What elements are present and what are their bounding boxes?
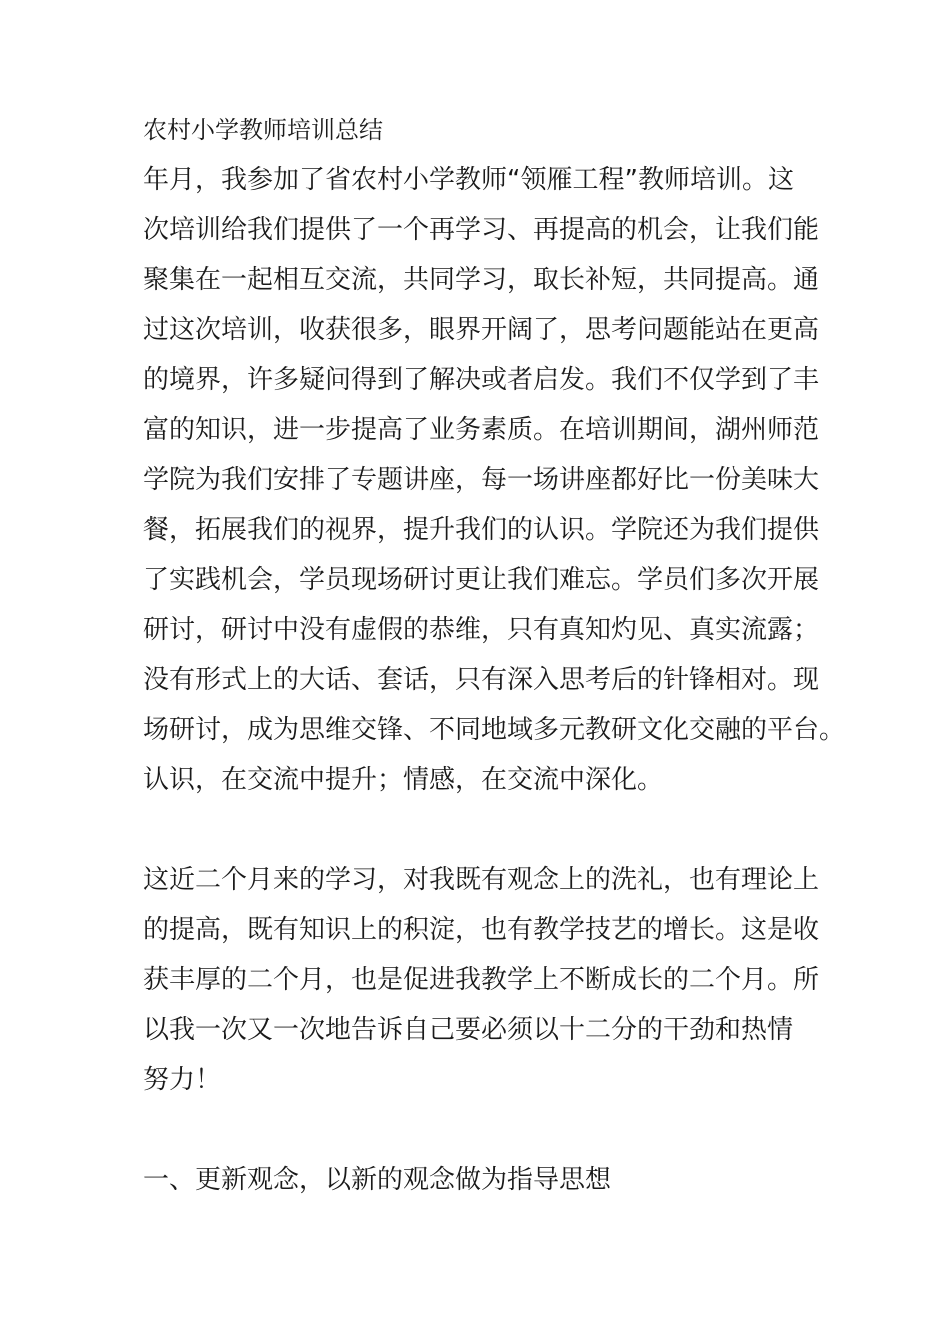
document-body [143,105,846,1205]
text-line: 这近二个月来的学习，对我既有观念上的洗礼，也有理论上 [143,865,820,895]
text-line: 年月，我参加了省农村小学教师“领雁工程”教师培训。这 [143,165,794,195]
paragraph-spacer [143,1105,813,1155]
text-line: 的提高，既有知识上的积淀，也有教学技艺的增长。这是收 [143,915,820,945]
text-line: 没有形式上的大话、套话，只有深入思考后的针锋相对。现 [143,665,820,695]
text-line: 获丰厚的二个月，也是促进我教学上不断成长的二个月。所 [143,965,820,995]
text-line: 努力！ [143,1065,222,1095]
section-heading: 一、更新观念，以新的观念做为指导思想 [143,1165,612,1195]
text-line: 学院为我们安排了专题讲座，每一场讲座都好比一份美味大 [143,465,820,495]
text-line: 聚集在一起相互交流，共同学习，取长补短，共同提高。通 [143,265,820,295]
text-line: 过这次培训，收获很多，眼界开阔了，思考问题能站在更高 [143,315,820,345]
paragraph-spacer [143,805,813,855]
text-line: 的境界，许多疑问得到了解决或者启发。我们不仅学到了丰 [143,365,820,395]
text-line: 了实践机会，学员现场研讨更让我们难忘。学员们多次开展 [143,565,820,595]
text-line: 认识，在交流中提升；情感，在交流中深化。 [143,765,664,795]
document-title: 农村小学教师培训总结 [143,116,383,144]
text-line: 餐，拓展我们的视界，提升我们的认识。学院还为我们提供 [143,515,820,545]
text-line: 以我一次又一次地告诉自己要必须以十二分的干劲和热情 [143,1015,794,1045]
text-line: 研讨，研讨中没有虚假的恭维，只有真知灼见、真实流露； [143,615,820,645]
paragraph-1 [143,155,846,805]
text-line: 富的知识，进一步提高了业务素质。在培训期间，湖州师范 [143,415,820,445]
paragraph-2 [143,855,820,1105]
text-line: 次培训给我们提供了一个再学习、再提高的机会，让我们能 [143,215,820,245]
text-line: 场研讨，成为思维交锋、不同地域多元教研文化交融的平台。 [143,715,846,745]
